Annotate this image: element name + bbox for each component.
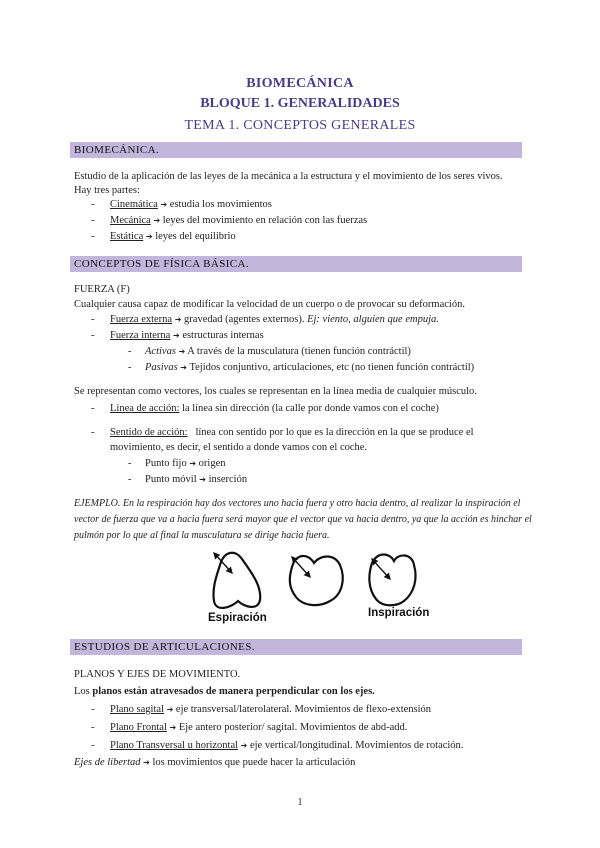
block-title: BLOQUE 1. GENERALIDADES <box>200 96 400 111</box>
espiracion-vector <box>214 553 232 573</box>
example-line-3: pulmón por lo que al final la musculatura se dirige hacia fuera. <box>74 530 330 541</box>
list-item-linea-accion: Línea de acción: la línea sin dirección (la calle por donde vamos con el coche) <box>110 403 439 414</box>
middle-vector <box>292 557 310 577</box>
planos-subheading: PLANOS Y EJES DE MOVIMIENTO. <box>74 669 241 680</box>
page-number: 1 <box>297 797 303 808</box>
list-item-mecanica: Mecánica ➔ leyes del movimiento en relación con las fuerzas <box>110 215 368 226</box>
list-item-plano-frontal: Plano Frontal ➔ Eje antero posterior/ sagital. Movimientos de abd-add. <box>110 722 408 733</box>
list-item-sentido-accion: Sentido de acción: línea con sentido por lo que es la dirección en la que se produce el <box>110 427 474 438</box>
inspiracion-shape <box>369 555 415 606</box>
inspiracion-vector <box>372 559 390 579</box>
list-item-punto-fijo: Punto fijo ➔ origen <box>145 458 226 469</box>
inspiracion-label: Inspiración <box>368 607 430 619</box>
ejes-libertad: Ejes de libertad ➔ los movimientos que puede hacer la articulación <box>74 757 356 768</box>
section-heading-biomecanica: BIOMECÁNICA. <box>70 142 522 158</box>
section-heading-articulaciones: ESTUDIOS DE ARTICULACIONES. <box>70 639 522 655</box>
list-item-estatica: Estática ➔ leyes del equilibrio <box>110 231 236 242</box>
planos-intro: Los planos están atravesados de manera perpendicular con los ejes. <box>74 686 375 697</box>
example-line-2: vector de fuerza que va a hacia fuera será mayor que el vector que va hacia dentro, ya que la acción es hinchar el <box>74 514 532 525</box>
vectors-paragraph: Se representan como vectores, los cuales se representan en la línea media de cualquier músculo. <box>74 386 477 397</box>
list-item-activas: Activas ➔ A través de la musculatura (tienen función contráctil) <box>145 346 411 357</box>
section-heading-fisica: CONCEPTOS DE FÍSICA BÁSICA. <box>70 256 522 272</box>
fuerza-definition: Cualquier causa capaz de modificar la velocidad de un cuerpo o de provocar su deformación. <box>74 299 465 310</box>
document-page: BIOMECÁNICA BLOQUE 1. GENERALIDADES TEMA 1. CONCEPTOS GENERALES BIOMECÁNICA. Estudio de la aplicación de las leyes de la mecánica a la estructura y el movimiento de los seres vivos. Hay tres partes: - Cinemática ➔ estudia los movimientos - Mecánica ➔ leyes del movimiento en relación con las fuerzas - Estática ➔ leyes del equilibrio CONCEPTOS DE FÍSICA BÁSICA. FUERZA (F) Cualquier causa capaz de modificar la velocidad de un cuerpo o de provocar su deformación. - Fuerza externa ➔ gravedad (agentes externos). Ej: viento, alguien que empuja. - Fuerza interna ➔ estructuras internas - Activas ➔ A través de la musculatura (tienen función contráctil) - Pasivas ➔ Tejidos conjuntivo, articulaciones, etc (no tienen función contráctil) Se representan como vectores, los cuales se representan en la línea media de cualquier músculo. - Línea de acción: la línea sin dirección (la calle por donde vamos con el coche) - Sentido de acción: línea con sentido por lo que es la dirección en la que se produce el movimiento, es decir, el sentido a donde vamos con el coche. - Punto fijo ➔ origen - Punto móvil ➔ inserción EJEMPLO. En la respiración hay dos vectores uno hacia fuera y otro hacia dentro, al realizar la inspiración el vector de fuerza que va a hacia fuera será mayor que el vector que va hacia dentro, ya que la acción es hinchar el pulmón por lo que al final la musculatura se dirige hacia fuera. Espiración Inspiración ESTUDIOS DE ARTICULACIONES. PLANOS Y EJES DE MOVIMIENTO. Los planos están atravesados de manera perpendicular con los ejes. - Plano sagital ➔ eje transversal/laterolateral. Movimientos de flexo-extensión - Plano Frontal ➔ Eje antero posterior/ sagital. Movimientos de abd-add. - Plano Transversal u horizontal ➔ eje vertical/longitudinal. Movimientos de rotación. Ejes de libertad ➔ los movimientos que puede hacer la articulación 1 <box>0 0 600 848</box>
list-item-punto-movil: Punto móvil ➔ inserción <box>145 474 248 485</box>
list-item-pasivas: Pasivas ➔ Tejidos conjuntivo, articulaciones, etc (no tienen función contráctil) <box>145 362 475 373</box>
fuerza-subheading: FUERZA (F) <box>74 284 130 295</box>
topic-title: TEMA 1. CONCEPTOS GENERALES <box>184 118 416 133</box>
list-item-plano-sagital: Plano sagital ➔ eje transversal/laterolateral. Movimientos de flexo-extensión <box>110 704 432 715</box>
parts-intro: Hay tres partes: <box>74 185 140 196</box>
list-item-cinematica: Cinemática ➔ estudia los movimientos <box>110 199 272 210</box>
example-line-1: EJEMPLO. En la respiración hay dos vectores uno hacia fuera y otro hacia dentro, al realizar la inspiración el <box>74 498 521 509</box>
doc-title: BIOMECÁNICA <box>246 76 354 91</box>
list-item-plano-transversal: Plano Transversal u horizontal ➔ eje vertical/longitudinal. Movimientos de rotación. <box>110 740 464 751</box>
list-item-fuerza-interna: Fuerza interna ➔ estructuras internas <box>110 330 264 341</box>
list-item-fuerza-externa: Fuerza externa ➔ gravedad (agentes externos). Ej: viento, alguien que empuja. <box>110 314 439 325</box>
espiracion-label: Espiración <box>208 612 267 624</box>
biomecanica-definition: Estudio de la aplicación de las leyes de la mecánica a la estructura y el movimiento de los seres vivos. <box>74 171 503 182</box>
sentido-accion-continued: movimiento, es decir, el sentido a donde vamos con el coche. <box>110 442 368 453</box>
